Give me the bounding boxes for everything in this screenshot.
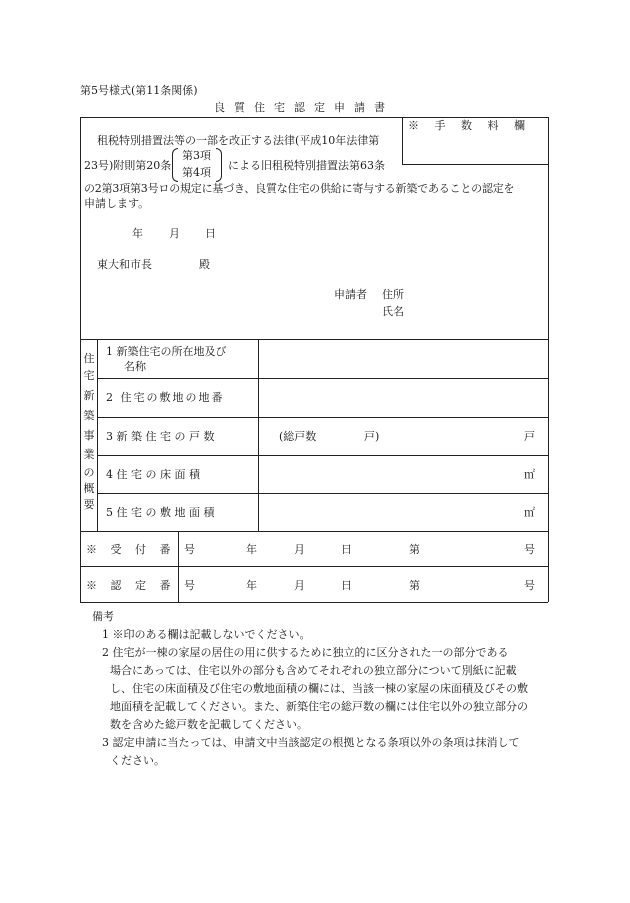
applicant-name-label: 氏名: [382, 305, 404, 318]
side-label-char: 宅: [83, 369, 95, 382]
notes-heading: 備考: [92, 610, 114, 623]
receipt-number-label: ※ 受 付 番 号: [86, 543, 200, 556]
brace-option-2: 第4項: [182, 166, 211, 179]
side-label-char: 業: [83, 448, 95, 461]
side-label-char: 要: [83, 498, 95, 511]
fee-box-left-border: [402, 117, 403, 164]
row-5-unit: ㎡: [524, 506, 535, 519]
table-right-border: [548, 117, 549, 602]
date-year: 年: [132, 227, 143, 240]
receipt-prefix: 第: [409, 543, 420, 556]
row-3-total-unit: 戸): [364, 430, 380, 443]
overview-value-divider: [258, 339, 259, 531]
overview-bottom-border: [80, 531, 548, 532]
side-label-char: 住: [83, 352, 95, 365]
row-3-total-prefix: (総戸数: [279, 430, 317, 443]
date-month: 月: [169, 227, 180, 240]
receipt-bottom-border: [80, 566, 548, 567]
note-line: 場合にあっては、住宅以外の部分も含めてそれぞれの独立部分について別紙に記載: [110, 664, 517, 677]
left-brace: [172, 148, 178, 182]
certification-number-label: ※ 認 定 番 号: [86, 579, 200, 592]
applicant-address-label: 住所: [382, 288, 404, 301]
receipt-year: 年: [246, 543, 257, 556]
right-brace: [216, 148, 222, 182]
row-divider-2: [97, 417, 548, 418]
receipt-day: 日: [341, 543, 352, 556]
row-1-label-line-1: 1 新築住宅の所在地及び: [106, 345, 227, 358]
note-line: 地面積を記載してください。また、新築住宅の総戸数の欄には住宅以外の独立部分の: [110, 700, 528, 713]
receipt-suffix: 号: [524, 543, 535, 556]
note-line: 2 住宅が一棟の家屋の居住の用に供するために独立的に区分された一の部分である: [102, 646, 509, 659]
row-2-label: 2 住宅の敷地の地番: [106, 391, 225, 404]
body-line-4: 申請します。: [84, 197, 150, 210]
row-4-label: 4 住 宅 の 床 面 積: [106, 468, 200, 481]
note-line: 3 認定申請に当たっては、申請文中当該認定の根拠となる条項以外の条項は抹消して: [102, 736, 520, 749]
row-1-value-field[interactable]: [262, 342, 544, 375]
note-line: 1 ※印のある欄は記載しないでください。: [102, 628, 311, 641]
table-bottom-border: [80, 602, 548, 603]
date-day: 日: [205, 227, 216, 240]
side-label-char: 築: [83, 409, 95, 422]
body-line-1: 租税特別措置法等の一部を改正する法律(平成10年法律第: [97, 134, 380, 147]
note-line: 数を含めた総戸数を記載してください。: [110, 718, 308, 731]
receipt-month: 月: [294, 543, 305, 556]
addressee-honorific: 殿: [199, 258, 210, 271]
table-left-border: [80, 117, 81, 602]
row-2-value-field[interactable]: [262, 381, 544, 414]
page-title: 良質住宅認定申請書: [214, 101, 394, 114]
row-divider-3: [97, 455, 548, 456]
row-5-label: 5 住 宅 の 敷 地 面 積: [106, 506, 215, 519]
form-number: 第5号様式(第11条関係): [80, 84, 198, 97]
row-4-unit: ㎡: [524, 468, 535, 481]
body-line-2-prefix: 23号)附則第20条: [84, 159, 172, 172]
brace-option-1: 第3項: [182, 149, 211, 162]
note-line: ください。: [110, 754, 165, 767]
overview-top-border: [80, 339, 548, 340]
overview-side-divider: [97, 339, 98, 531]
side-label-char: 概: [83, 482, 95, 495]
certification-suffix: 号: [524, 579, 535, 592]
row-divider-1: [97, 378, 548, 379]
body-line-3: の2第3項第3号ロの規定に基づき、良質な住宅の供給に寄与する新築であることの認定を: [84, 182, 515, 195]
side-label-char: 新: [83, 389, 95, 402]
side-label-char: 事: [83, 429, 95, 442]
note-line: し、住宅の床面積及び住宅の敷地面積の欄には、当該一棟の家屋の床面積及びその敷: [110, 682, 528, 695]
certification-year: 年: [246, 579, 257, 592]
row-1-label-line-2: 名称: [124, 360, 146, 373]
certification-day: 日: [341, 579, 352, 592]
body-line-2-suffix: による旧租税特別措置法第63条: [228, 159, 385, 172]
certification-month: 月: [294, 579, 305, 592]
row-divider-4: [97, 493, 548, 494]
certification-prefix: 第: [409, 579, 420, 592]
side-label-char: の: [83, 466, 95, 479]
row-3-unit: 戸: [524, 430, 535, 443]
addressee-mayor: 東大和市長: [97, 258, 152, 271]
row-3-label: 3 新 築 住 宅 の 戸 数: [106, 430, 215, 443]
fee-box-bottom-border: [402, 164, 548, 165]
applicant-label: 申請者: [334, 288, 367, 301]
fee-box-label: ※ 手 数 料 欄: [408, 119, 531, 132]
table-top-border: [80, 117, 548, 118]
